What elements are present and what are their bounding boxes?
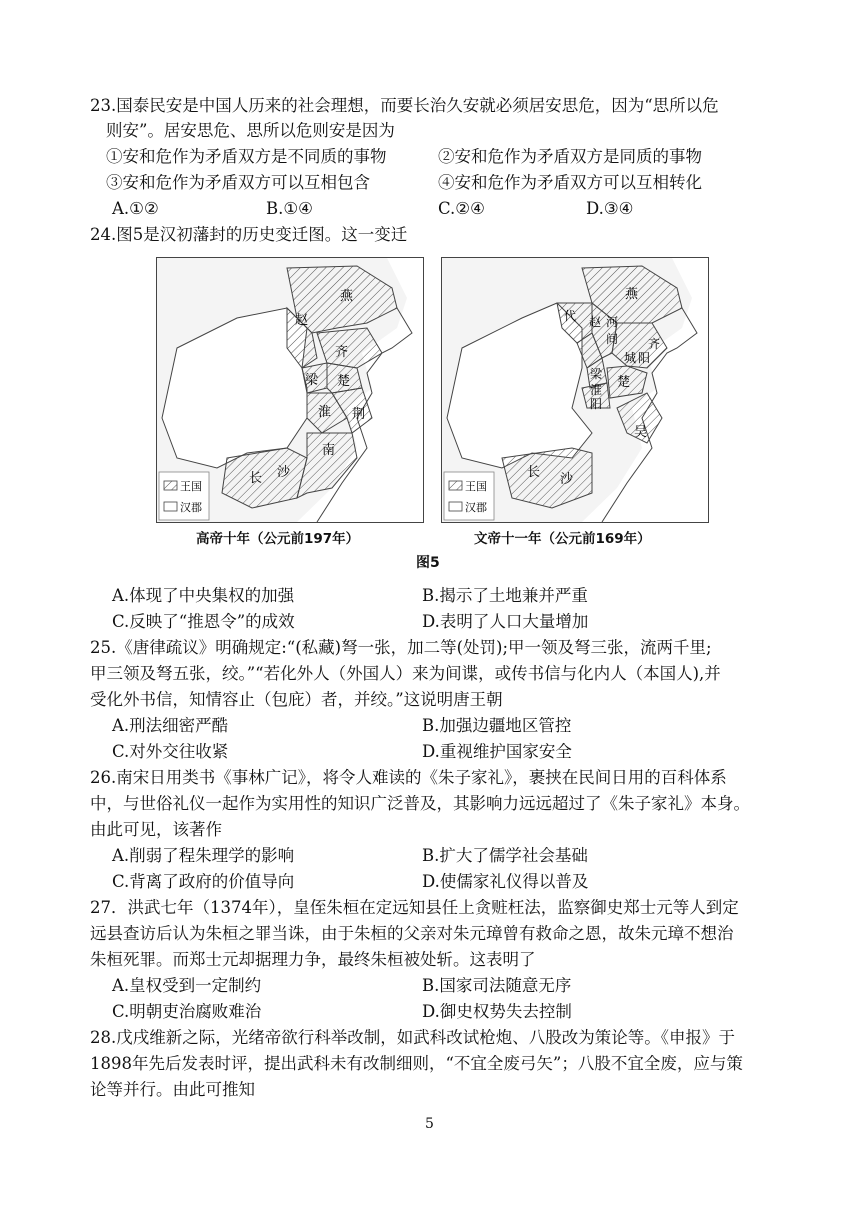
q26-stem-line3: 由此可见，该著作: [90, 820, 222, 839]
map1-label-nan: 南: [322, 443, 336, 458]
q27-stem-line2: 远县查访后认为朱桓之罪当诛，由于朱桓的父亲对朱元璋曾有救命之恩，故朱元璋不想治: [90, 924, 734, 943]
map1-legend-han: 汉郡: [180, 501, 202, 514]
q27-option-d: D.御史权势失去控制: [422, 1002, 572, 1021]
q23-stem-line2: 则安”。居安思危、思所以危则安是因为: [106, 121, 395, 140]
q26-stem-line1: 26.南宋日用类书《事林广记》，将令人难读的《朱子家礼》，裹挟在民间日用的百科体系: [90, 768, 727, 787]
map2-label-zhao: 赵: [589, 315, 602, 329]
map1-label-sha: 沙: [277, 465, 291, 480]
q23-option-a: A.①②: [112, 199, 159, 218]
q27-option-b: B.国家司法随意无序: [422, 976, 572, 995]
q25-stem-line2: 甲三领及弩五张，绞。”“若化外人（外国人）来为间谍，或传书信与化内人（本国人),并: [90, 664, 721, 683]
map1-label-huai: 淮: [318, 405, 332, 420]
figure-label: 图5: [416, 555, 440, 571]
map2-label-jian: 间: [606, 332, 619, 346]
q25-option-a: A.刑法细密严酷: [112, 716, 229, 735]
map2-caption: 文帝十一年（公元前169年）: [474, 531, 651, 547]
q23-statement-4: ④安和危作为矛盾双方可以互相转化: [438, 173, 702, 192]
map2-label-liang: 梁: [590, 367, 603, 381]
q24-option-b: B.揭示了土地兼并严重: [422, 586, 588, 605]
q23-option-b: B.①④: [266, 199, 313, 218]
q24-option-a: A.体现了中央集权的加强: [112, 586, 295, 605]
q26-option-c: C.背离了政府的价值导向: [112, 872, 295, 891]
map2-legend-han: 汉郡: [465, 501, 487, 514]
q27-stem-line1: 27．洪武七年（1374年），皇侄朱桓在定远知县任上贪赃枉法，监察御史郑士元等人到定: [90, 898, 739, 917]
q26-option-d: D.使儒家礼仪得以普及: [422, 872, 589, 891]
q24-option-d: D.表明了人口大量增加: [422, 612, 589, 631]
q25-option-d: D.重视维护国家安全: [422, 742, 572, 761]
map2-label-qi: 齐: [648, 337, 661, 351]
map1-label-qi: 齐: [335, 345, 349, 360]
q25-stem-line1: 25.《唐律疏议》明确规定:“(私藏)弩一张，加二等(处罚);甲一领及弩三张，流两千里;: [90, 638, 712, 657]
q27-option-c: C.明朝吏治腐败难治: [112, 1002, 262, 1021]
q28-stem-line3: 论等并行。由此可推知: [90, 1080, 255, 1099]
map1-caption: 高帝十年（公元前197年）: [196, 531, 360, 547]
q27-stem-line3: 朱桓死罪。而郑士元却据理力争，最终朱桓被处斩。这表明了: [90, 950, 536, 969]
map1-label-yan: 燕: [340, 289, 354, 304]
map-gaodi: [156, 257, 424, 523]
map2-label-cheng: 城: [624, 351, 637, 365]
q26-stem-line2: 中，与世俗礼仪一起作为实用性的知识广泛普及，其影响力远远超过了《朱子家礼》本身。: [90, 794, 750, 813]
map2-label-huai: 淮: [590, 383, 603, 397]
map2-label-yang2: 阳: [590, 397, 603, 411]
map2-legend-kingdom: 王国: [465, 480, 487, 493]
q23-option-d: D.③④: [586, 199, 634, 218]
map2-label-chu: 楚: [617, 375, 631, 390]
map2-label-chang: 长: [527, 465, 541, 480]
q24-option-c: C.反映了“推恩令”的成效: [112, 612, 295, 631]
map1-label-liang: 梁: [305, 373, 319, 388]
map2-label-yan: 燕: [625, 287, 639, 302]
q26-option-b: B.扩大了儒学社会基础: [422, 846, 588, 865]
q27-option-a: A.皇权受到一定制约: [112, 976, 262, 995]
q28-stem-line2: 1898年先后发表时评，提出武科未有改制细则，“不宜全废弓矢”；八股不宜全废，应与策: [90, 1054, 743, 1073]
map2-label-yang: 阳: [638, 351, 651, 365]
q26-option-a: A.削弱了程朱理学的影响: [112, 846, 295, 865]
map2-label-wu: 吴: [634, 425, 648, 440]
map1-legend-kingdom: 王国: [180, 480, 202, 493]
map2-label-he: 河: [606, 315, 619, 329]
q28-stem-line1: 28.戊戌维新之际，光绪帝欲行科举改制，如武科改试枪炮、八股改为策论等。《申报》于: [90, 1028, 735, 1047]
q25-option-c: C.对外交往收紧: [112, 742, 229, 761]
map2-label-sha: 沙: [560, 472, 574, 487]
page-number: 5: [425, 1116, 434, 1132]
q25-option-b: B.加强边疆地区管控: [422, 716, 572, 735]
map1-label-chu: 楚: [337, 374, 351, 389]
q25-stem-line3: 受化外书信，知情容止（包庇）者，并绞。”这说明唐王朝: [90, 690, 503, 709]
q23-statement-1: ①安和危作为矛盾双方是不同质的事物: [106, 147, 387, 166]
map-wendi: [441, 257, 709, 523]
q24-stem: 24.图5是汉初藩封的历史变迁图。这一变迁: [90, 225, 408, 244]
q23-statement-2: ②安和危作为矛盾双方是同质的事物: [438, 147, 702, 166]
q23-statement-3: ③安和危作为矛盾双方可以互相包含: [106, 173, 370, 192]
map-gaodi-drawing: [157, 258, 423, 522]
map1-label-chang: 长: [249, 471, 263, 486]
map1-label-zhao: 赵: [295, 313, 309, 328]
map2-label-dai: 代: [564, 309, 577, 323]
q23-option-c: C.②④: [438, 199, 485, 218]
q23-stem-line1: 23.国泰民安是中国人历来的社会理想，而要长治久安就必须居安思危，因为“思所以危: [90, 96, 719, 115]
map-wendi-drawing: [442, 258, 708, 522]
map1-label-jing: 荆: [352, 407, 366, 422]
